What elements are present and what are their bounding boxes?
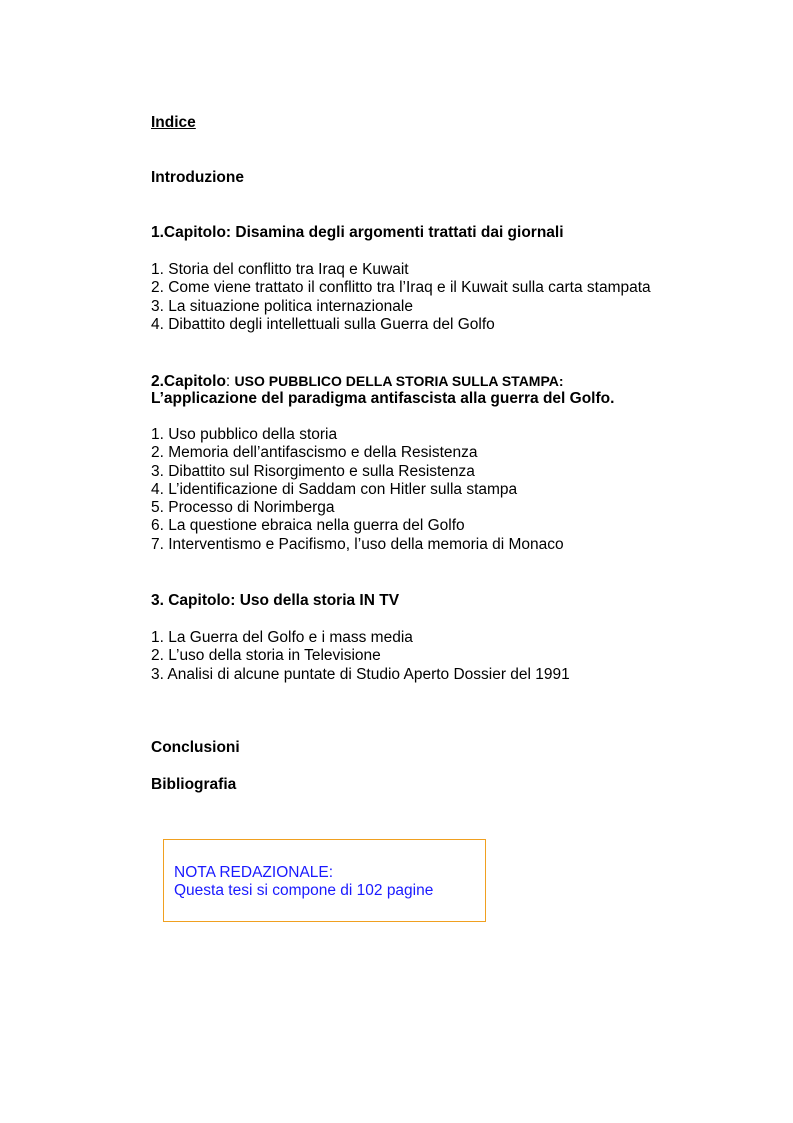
list-item: 3. La situazione politica internazionale <box>151 297 413 315</box>
chapter3-list <box>151 629 570 684</box>
editorial-note-heading: NOTA REDAZIONALE: <box>174 864 334 881</box>
chapter2-list <box>151 426 564 554</box>
chapter2-title-caps: USO PUBBLICO DELLA STORIA SULLA STAMPA: <box>234 373 564 389</box>
chapter2-label: 2.Capitolo <box>151 373 226 390</box>
list-item: 5. Processo di Norimberga <box>151 499 335 517</box>
list-item: 1. Storia del conflitto tra Iraq e Kuwait <box>151 261 409 278</box>
chapter2-title <box>151 372 564 391</box>
chapter1-title: 1.Capitolo: Disamina degli argomenti trattati dai giornali <box>151 224 564 241</box>
list-item: 2. Come viene trattato il conflitto tra l’Iraq e il Kuwait sulla carta stampata <box>151 279 651 297</box>
conclusions-heading: Conclusioni <box>151 739 240 756</box>
list-item: 4. Dibattito degli intellettuali sulla Guerra del Golfo <box>151 315 495 333</box>
list-item: 7. Interventismo e Pacifismo, l’uso della memoria di Monaco <box>151 535 564 553</box>
list-item: 3. Analisi di alcune puntate di Studio Aperto Dossier del 1991 <box>151 665 570 683</box>
list-item: 2. Memoria dell’antifascismo e della Resistenza <box>151 444 478 462</box>
chapter1-list <box>151 261 651 334</box>
chapter2-subtitle: L’applicazione del paradigma antifascista alla guerra del Golfo. <box>151 390 615 407</box>
list-item: 1. La Guerra del Golfo e i mass media <box>151 629 413 646</box>
bibliography-heading: Bibliografia <box>151 776 237 793</box>
introduction-heading: Introduzione <box>151 169 244 186</box>
list-item: 3. Dibattito sul Risorgimento e sulla Resistenza <box>151 462 475 480</box>
index-title: Indice <box>151 114 196 131</box>
list-item: 6. La questione ebraica nella guerra del Golfo <box>151 517 465 535</box>
editorial-note-box <box>163 839 486 922</box>
list-item: 1. Uso pubblico della storia <box>151 426 338 443</box>
list-item: 4. L’identificazione di Saddam con Hitler sulla stampa <box>151 480 518 498</box>
chapter3-title: 3. Capitolo: Uso della storia IN TV <box>151 592 400 609</box>
list-item: 2. L’uso della storia in Televisione <box>151 647 381 665</box>
editorial-note-text: Questa tesi si compone di 102 pagine <box>174 882 434 899</box>
chapter2-separator: : <box>225 373 235 390</box>
